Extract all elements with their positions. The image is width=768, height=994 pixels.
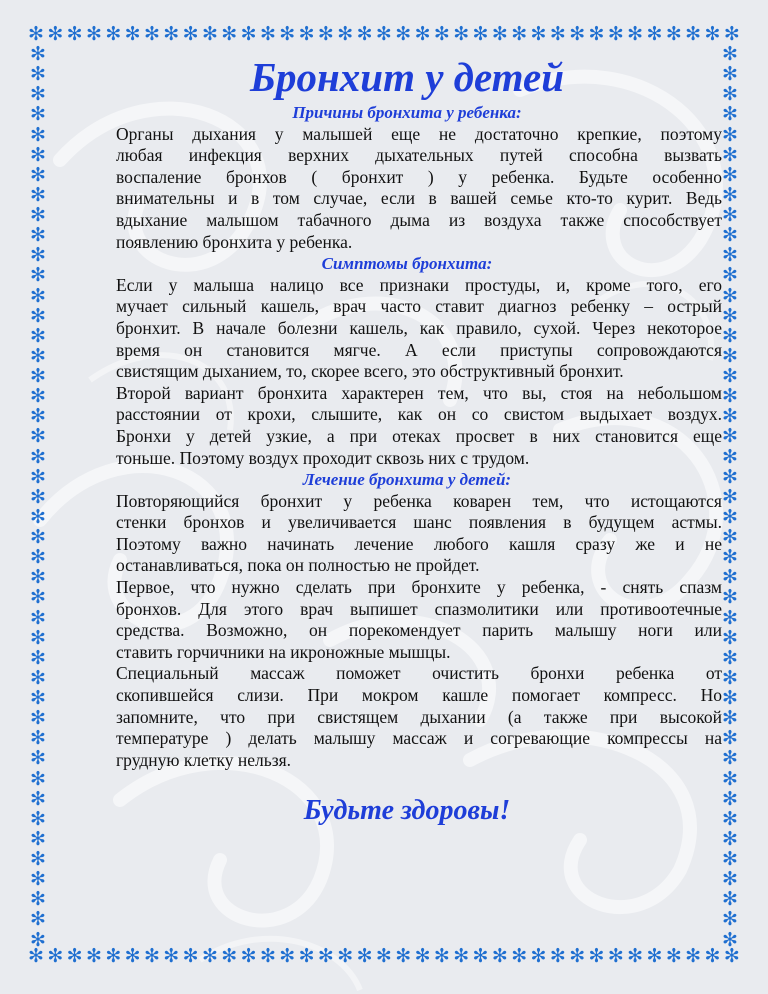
snowflake-icon: ✻ — [722, 183, 738, 206]
snowflake-icon: ✻ — [240, 23, 257, 45]
snowflake-icon: ✻ — [722, 707, 738, 730]
snowflake-icon: ✻ — [30, 928, 46, 951]
snowflake-icon: ✻ — [491, 945, 508, 967]
snowflake-icon: ✻ — [30, 526, 46, 548]
snowflake-icon: ✻ — [124, 23, 141, 45]
snowflake-icon: ✻ — [279, 945, 296, 967]
paragraph — [92, 124, 722, 254]
section-heading-causes: Причины бронхита у ребенка: — [292, 103, 522, 122]
snowflake-icon: ✻ — [221, 945, 238, 967]
text-line: Бронхи у детей узкие, а при отеках просвет в них становится еще — [116, 425, 722, 446]
snowflake-icon: ✻ — [30, 244, 46, 267]
snowflake-icon: ✻ — [85, 945, 102, 967]
snowflake-icon: ✻ — [530, 945, 547, 967]
decorative-border-top — [28, 24, 740, 44]
paragraph — [92, 577, 722, 663]
text-line: Поэтому важно начинать лечение любого кашля сразу же и не — [116, 533, 722, 554]
snowflake-icon: ✻ — [337, 23, 354, 45]
snowflake-icon: ✻ — [588, 23, 605, 45]
snowflake-icon: ✻ — [259, 945, 276, 967]
snowflake-icon: ✻ — [30, 143, 46, 166]
text-line: температуре ) делать малышу массаж и согревающие компрессы на — [116, 728, 722, 749]
snowflake-icon: ✻ — [414, 23, 431, 45]
snowflake-icon: ✻ — [722, 163, 738, 186]
snowflake-icon: ✻ — [47, 23, 64, 45]
snowflake-icon: ✻ — [511, 23, 528, 45]
snowflake-icon: ✻ — [704, 23, 721, 45]
snowflake-icon: ✻ — [491, 23, 508, 45]
snowflake-icon: ✻ — [414, 945, 431, 967]
decorative-border-bottom — [28, 946, 740, 966]
snowflake-icon: ✻ — [298, 23, 315, 45]
closing-wish: Будьте здоровы! — [303, 795, 511, 827]
snowflake-icon: ✻ — [722, 83, 738, 106]
snowflake-icon: ✻ — [30, 626, 46, 649]
snowflake-icon: ✻ — [30, 365, 46, 387]
snowflake-icon: ✻ — [30, 385, 46, 408]
snowflake-icon: ✻ — [665, 23, 682, 45]
snowflake-icon: ✻ — [665, 945, 682, 967]
snowflake-icon: ✻ — [453, 23, 470, 45]
text-line: воспаление бронхов ( бронхит ) у ребенка. Будьте особенно — [116, 166, 722, 187]
snowflake-icon: ✻ — [722, 908, 738, 931]
decorative-border-left — [28, 44, 48, 950]
snowflake-icon: ✻ — [259, 23, 276, 45]
snowflake-icon: ✻ — [722, 505, 738, 528]
text-line: бронхит. В начале болезни кашель, как правило, сухой. Через некоторое — [116, 317, 722, 338]
snowflake-icon: ✻ — [722, 365, 738, 387]
snowflake-icon: ✻ — [317, 945, 334, 967]
snowflake-icon: ✻ — [30, 908, 46, 931]
snowflake-icon: ✻ — [722, 848, 738, 870]
snowflake-icon: ✻ — [356, 23, 373, 45]
text-line: свистящим дыханием, то, скорее всего, это обструктивный бронхит. — [116, 361, 624, 382]
snowflake-icon: ✻ — [240, 945, 257, 967]
snowflake-icon: ✻ — [30, 344, 46, 367]
snowflake-icon: ✻ — [30, 586, 46, 609]
snowflake-icon: ✻ — [722, 485, 738, 508]
text-line: Специальный массаж поможет очистить бронхи ребенка от — [116, 663, 722, 684]
snowflake-icon: ✻ — [722, 204, 738, 226]
snowflake-icon: ✻ — [722, 646, 738, 669]
snowflake-icon: ✻ — [375, 23, 392, 45]
snowflake-icon: ✻ — [66, 945, 83, 967]
paragraph — [92, 383, 722, 469]
snowflake-icon: ✻ — [30, 304, 46, 327]
snowflake-icon: ✻ — [298, 945, 315, 967]
snowflake-icon: ✻ — [722, 123, 738, 146]
snowflake-icon: ✻ — [30, 868, 46, 891]
snowflake-icon: ✻ — [143, 23, 160, 45]
snowflake-icon: ✻ — [722, 747, 738, 770]
snowflake-icon: ✻ — [722, 244, 738, 267]
snowflake-icon: ✻ — [472, 23, 489, 45]
snowflake-icon: ✻ — [28, 945, 44, 967]
snowflake-icon: ✻ — [569, 23, 586, 45]
article — [92, 52, 722, 912]
snowflake-icon: ✻ — [549, 23, 566, 45]
snowflake-icon: ✻ — [105, 945, 122, 967]
snowflake-icon: ✻ — [30, 224, 46, 247]
snowflake-icon: ✻ — [30, 727, 46, 750]
snowflake-icon: ✻ — [722, 405, 738, 428]
snowflake-icon: ✻ — [722, 727, 738, 750]
snowflake-icon: ✻ — [201, 23, 218, 45]
snowflake-icon: ✻ — [30, 848, 46, 870]
snowflake-icon: ✻ — [704, 945, 721, 967]
snowflake-icon: ✻ — [30, 83, 46, 106]
snowflake-icon: ✻ — [356, 945, 373, 967]
snowflake-icon: ✻ — [30, 465, 46, 488]
snowflake-icon: ✻ — [722, 687, 738, 709]
snowflake-icon: ✻ — [182, 945, 199, 967]
snowflake-icon: ✻ — [722, 787, 738, 810]
snowflake-icon: ✻ — [722, 767, 738, 790]
snowflake-icon: ✻ — [722, 143, 738, 166]
snowflake-icon: ✻ — [453, 945, 470, 967]
text-line: внимательны и в том случае, если в вашей семье кто-то курит. Ведь — [116, 188, 722, 209]
text-line: Первое, что нужно сделать при бронхите у ребенка, - снять спазм — [116, 577, 722, 598]
text-line: время он становится мягче. А если приступы сопровождаются — [116, 339, 722, 360]
snowflake-icon: ✻ — [30, 606, 46, 629]
text-line: бронхов. Для этого врач выпишет спазмолитики или противоотечные — [116, 598, 722, 619]
section-heading-treatment: Лечение бронхита у детей: — [302, 470, 512, 490]
snowflake-icon: ✻ — [722, 546, 738, 569]
snowflake-icon: ✻ — [722, 43, 738, 65]
snowflake-icon: ✻ — [722, 566, 738, 589]
snowflake-icon: ✻ — [30, 485, 46, 508]
snowflake-icon: ✻ — [722, 526, 738, 548]
snowflake-icon: ✻ — [530, 23, 547, 45]
text-line: любая инфекция верхних дыхательных путей способна вызвать — [116, 145, 722, 166]
text-line: тоньше. Поэтому воздух проходит сквозь них с трудом. — [116, 447, 530, 468]
snowflake-icon: ✻ — [607, 945, 624, 967]
text-line: стенки бронхов и увеличивается шанс появления в будущем астмы. — [116, 512, 722, 533]
snowflake-icon: ✻ — [722, 606, 738, 629]
snowflake-icon: ✻ — [337, 945, 354, 967]
text-line: останавливаться, пока он полностью не пройдет. — [116, 555, 480, 576]
text-line: Органы дыхания у малышей еще не достаточно крепкие, поэтому — [116, 123, 722, 144]
snowflake-icon: ✻ — [30, 284, 46, 307]
snowflake-icon: ✻ — [722, 586, 738, 609]
snowflake-icon: ✻ — [627, 23, 644, 45]
snowflake-icon: ✻ — [722, 626, 738, 649]
snowflake-icon: ✻ — [722, 666, 738, 689]
snowflake-icon: ✻ — [722, 425, 738, 448]
snowflake-icon: ✻ — [722, 465, 738, 488]
snowflake-icon: ✻ — [30, 183, 46, 206]
snowflake-icon: ✻ — [722, 324, 738, 347]
snowflake-icon: ✻ — [30, 405, 46, 428]
snowflake-icon: ✻ — [30, 787, 46, 810]
snowflake-icon: ✻ — [722, 827, 738, 850]
text-line: появлению бронхита у ребенка. — [116, 231, 353, 252]
snowflake-icon: ✻ — [607, 23, 624, 45]
snowflake-icon: ✻ — [723, 23, 740, 45]
snowflake-icon: ✻ — [279, 23, 296, 45]
snowflake-icon: ✻ — [143, 945, 160, 967]
snowflake-icon: ✻ — [646, 945, 663, 967]
snowflake-icon: ✻ — [30, 566, 46, 589]
paragraph — [92, 491, 722, 577]
snowflake-icon: ✻ — [722, 807, 738, 830]
snowflake-icon: ✻ — [85, 23, 102, 45]
page-title: Бронхит у детей — [249, 54, 565, 100]
snowflake-icon: ✻ — [685, 945, 702, 967]
snowflake-icon: ✻ — [569, 945, 586, 967]
snowflake-icon: ✻ — [30, 63, 46, 86]
snowflake-icon: ✻ — [30, 546, 46, 569]
snowflake-icon: ✻ — [722, 63, 738, 86]
snowflake-icon: ✻ — [588, 945, 605, 967]
snowflake-icon: ✻ — [163, 23, 180, 45]
text-line: расстоянии от крохи, слышите, как он со свистом выдыхает воздух. — [116, 404, 722, 425]
snowflake-icon: ✻ — [163, 945, 180, 967]
snowflake-icon: ✻ — [30, 807, 46, 830]
snowflake-icon: ✻ — [30, 204, 46, 226]
snowflake-icon: ✻ — [124, 945, 141, 967]
decorative-border-right — [720, 44, 740, 950]
text-line: вдыхание малышом табачного дыма из воздуха также способствует — [116, 209, 722, 230]
text-line: запомните, что при свистящем дыхании (а также при высокой — [116, 706, 722, 727]
snowflake-icon: ✻ — [30, 163, 46, 186]
snowflake-icon: ✻ — [722, 103, 738, 126]
snowflake-icon: ✻ — [433, 945, 450, 967]
snowflake-icon: ✻ — [472, 945, 489, 967]
snowflake-icon: ✻ — [375, 945, 392, 967]
snowflake-icon: ✻ — [722, 888, 738, 911]
snowflake-icon: ✻ — [182, 23, 199, 45]
snowflake-icon: ✻ — [28, 23, 44, 45]
snowflake-icon: ✻ — [433, 23, 450, 45]
snowflake-icon: ✻ — [30, 827, 46, 850]
snowflake-icon: ✻ — [30, 103, 46, 126]
text-line: средства. Возможно, он порекомендует парить малышу ноги или — [116, 620, 722, 641]
snowflake-icon: ✻ — [30, 707, 46, 730]
snowflake-icon: ✻ — [722, 445, 738, 468]
text-line: мучает сильный кашель, врач часто ставит диагноз ребенку – острый — [116, 296, 722, 317]
snowflake-icon: ✻ — [317, 23, 334, 45]
snowflake-icon: ✻ — [30, 687, 46, 709]
snowflake-icon: ✻ — [30, 123, 46, 146]
snowflake-icon: ✻ — [722, 928, 738, 951]
snowflake-icon: ✻ — [30, 425, 46, 448]
snowflake-icon: ✻ — [722, 868, 738, 891]
snowflake-icon: ✻ — [722, 224, 738, 247]
text-line: Второй вариант бронхита характерен тем, что вы, стоя на небольшом — [116, 382, 722, 403]
text-line: скопившейся слизи. При мокром кашле помогает компресс. Но — [116, 685, 722, 706]
snowflake-icon: ✻ — [30, 324, 46, 347]
text-line: Если у малыша налицо все признаки простуды, и, кроме того, его — [116, 274, 722, 295]
paragraph — [92, 663, 722, 771]
snowflake-icon: ✻ — [685, 23, 702, 45]
snowflake-icon: ✻ — [722, 284, 738, 307]
snowflake-icon: ✻ — [722, 344, 738, 367]
snowflake-icon: ✻ — [30, 43, 46, 65]
snowflake-icon: ✻ — [30, 747, 46, 770]
snowflake-icon: ✻ — [395, 945, 412, 967]
snowflake-icon: ✻ — [722, 264, 738, 287]
text-line: Повторяющийся бронхит у ребенка коварен тем, что истощаются — [116, 490, 722, 511]
snowflake-icon: ✻ — [30, 445, 46, 468]
snowflake-icon: ✻ — [30, 666, 46, 689]
snowflake-icon: ✻ — [221, 23, 238, 45]
snowflake-icon: ✻ — [30, 888, 46, 911]
snowflake-icon: ✻ — [66, 23, 83, 45]
section-heading-symptoms: Симптомы бронхита: — [321, 254, 493, 274]
snowflake-icon: ✻ — [30, 505, 46, 528]
snowflake-icon: ✻ — [722, 304, 738, 327]
snowflake-icon: ✻ — [105, 23, 122, 45]
snowflake-icon: ✻ — [395, 23, 412, 45]
snowflake-icon: ✻ — [30, 264, 46, 287]
snowflake-icon: ✻ — [627, 945, 644, 967]
snowflake-icon: ✻ — [723, 945, 740, 967]
text-line: ставить горчичники на икроножные мышцы. — [116, 641, 451, 662]
snowflake-icon: ✻ — [511, 945, 528, 967]
snowflake-icon: ✻ — [549, 945, 566, 967]
snowflake-icon: ✻ — [201, 945, 218, 967]
snowflake-icon: ✻ — [646, 23, 663, 45]
text-line: грудную клетку нельзя. — [116, 749, 292, 770]
snowflake-icon: ✻ — [722, 385, 738, 408]
snowflake-icon: ✻ — [30, 767, 46, 790]
paragraph — [92, 275, 722, 383]
snowflake-icon: ✻ — [30, 646, 46, 669]
snowflake-icon: ✻ — [47, 945, 64, 967]
